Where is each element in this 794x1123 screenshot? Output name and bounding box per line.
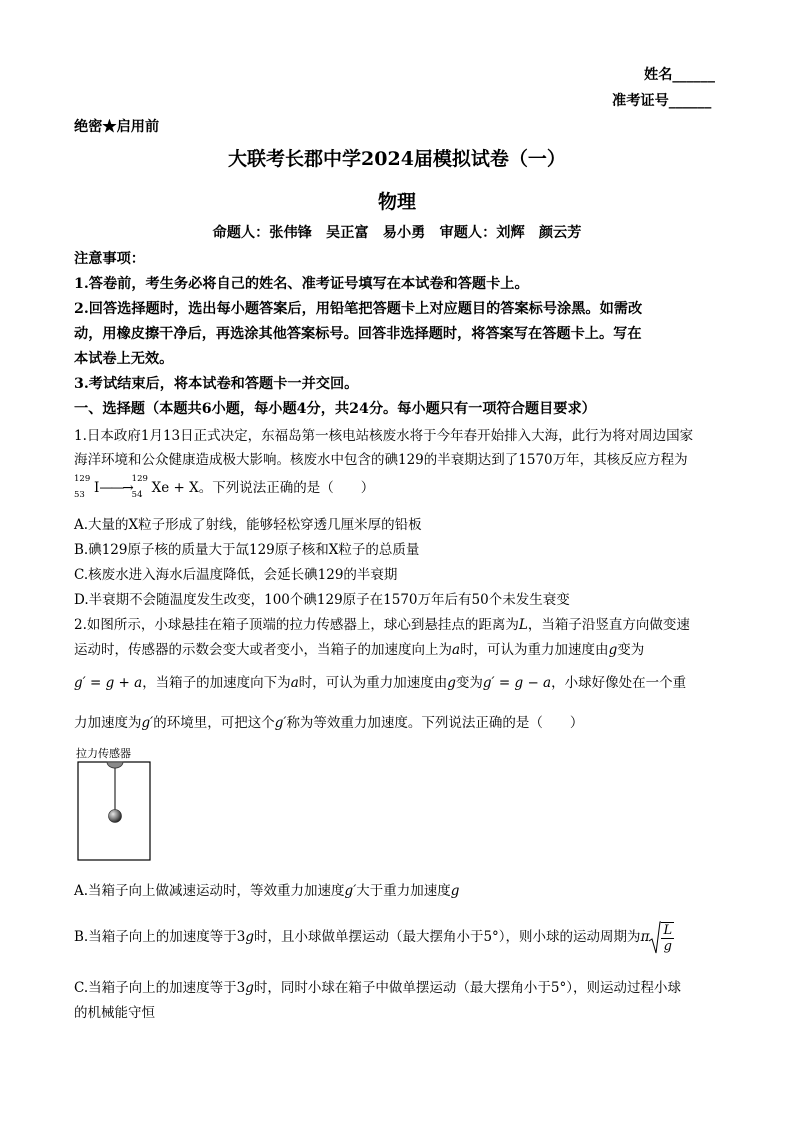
- q2-l2-var-g: g: [608, 642, 618, 658]
- q2-option-a: [74, 879, 459, 899]
- q2-b-pi: π: [640, 929, 650, 945]
- q2-l2-text: 运动时，传感器的示数会变大或者变小，当箱子的加速度向上为: [74, 642, 452, 658]
- exam-title: 大联考长郡中学2024届模拟试卷（一）: [228, 148, 566, 170]
- q2-a-text-b: 大于重力加速度: [356, 883, 451, 899]
- q2-equation-g-minus-a: g′ = g − a: [482, 675, 552, 691]
- q2-b-denominator: g: [663, 939, 672, 954]
- q2-l3-text-a: ，当箱子的加速度向下为: [142, 675, 291, 691]
- q2-c-var-g: g: [245, 980, 254, 996]
- iodine-nuclide: [74, 473, 94, 500]
- exam-id-field-label: 准考证号______: [612, 93, 712, 109]
- q2-l4-text-c: 称为等效重力加速度。下列说法正确的是（ ）: [286, 715, 584, 731]
- q2-equation-g-plus-a: g′ = g + a: [74, 675, 143, 691]
- note-item-2-line-1: 2.回答选择题时，选出每小题答案后，用铅笔把答题卡上对应题目的答案标号涂黑。如需改: [74, 301, 643, 317]
- xenon-mass-number: 129: [131, 473, 148, 484]
- q2-option-b: [74, 919, 674, 956]
- q2-b-var-g: g: [245, 929, 254, 945]
- iodine-symbol: I: [94, 480, 100, 496]
- box-pendulum-figure: [76, 760, 154, 863]
- notes-heading: 注意事项：: [74, 251, 145, 267]
- q2-b-text-b: 时，且小球做单摆运动（最大摆角小于5°），则小球的运动周期为: [253, 929, 641, 945]
- xenon-symbol: Xe: [151, 480, 170, 496]
- name-field-label: 姓名______: [644, 67, 715, 83]
- iodine-charge-number: 53: [74, 489, 85, 500]
- q2-b-sqrt: [649, 920, 674, 956]
- q2-b-fraction: [661, 922, 674, 954]
- authors-line: 命题人：张伟锋 吴正富 易小勇 审题人：刘辉 颜云芳: [212, 225, 582, 241]
- q2-option-c-line-2: 的机械能守恒: [74, 1005, 155, 1021]
- reaction-arrow: ——→: [99, 480, 132, 496]
- q2-l3-text-c: 变为: [455, 675, 483, 691]
- q2-b-text-a: B.当箱子向上的加速度等于3: [74, 929, 246, 945]
- q1-nuclear-equation: [74, 473, 375, 500]
- q2-l2-text-c: 变为: [617, 642, 645, 658]
- q2-l3-var-g: g: [447, 675, 456, 691]
- figure-sensor-label: 拉力传感器: [76, 747, 131, 760]
- q2-l3-text-d: ，小球好像处在一个重: [551, 675, 687, 691]
- q2-l4-var-g-prime-2: g′: [274, 715, 287, 731]
- q2-l4-text-b: 的环境里，可把这个: [153, 715, 275, 731]
- q2-l1-text: 2.如图所示，小球悬挂在箱子顶端的拉力传感器上，球心到悬挂点的距离为: [74, 617, 519, 633]
- confidential-mark: 绝密★启用前: [74, 119, 160, 135]
- q2-a-text-a: A.当箱子向上做减速运动时，等效重力加速度: [74, 883, 345, 899]
- q2-stem-line-4: [74, 711, 583, 731]
- xenon-nuclide: [131, 473, 152, 500]
- q2-l3-var-a: a: [290, 675, 299, 691]
- q2-l4-text-a: 力加速度为: [74, 715, 142, 731]
- q1-stem-line-1: 1.日本政府1月13日正式决定，东福岛第一核电站核废水将于今年春开始排入大海，此行为将对周边国家: [74, 428, 694, 444]
- q2-l2-text-b: 时，可认为重力加速度由: [460, 642, 609, 658]
- x-particle: + X: [169, 480, 199, 496]
- q2-c-text-a: C.当箱子向上的加速度等于3: [74, 980, 246, 996]
- q2-b-numerator: L: [663, 923, 673, 938]
- note-item-2-line-3: 本试卷上无效。: [74, 351, 174, 367]
- q2-a-var-g-prime: g′: [344, 883, 357, 899]
- q2-stem-line-2: [74, 638, 644, 658]
- q2-l1-var-L: L: [518, 617, 528, 633]
- q2-stem-line-3: [74, 671, 686, 691]
- q2-a-var-g: g: [450, 883, 460, 899]
- q2-stem-line-1: [74, 613, 690, 633]
- q1-option-c: C.核废水进入海水后温度降低，会延长碘129的半衰期: [74, 567, 398, 583]
- q1-option-b: B.碘129原子核的质量大于氙129原子核和X粒子的总质量: [74, 542, 420, 558]
- section-heading-choice: 一、选择题（本题共6小题，每小题4分，共24分。每小题只有一项符合题目要求）: [74, 401, 596, 417]
- q2-l2-var-a: a: [452, 642, 461, 658]
- q1-option-d: D.半衰期不会随温度发生改变，100个碘129原子在1570万年后有50个未发生衰变: [74, 592, 570, 608]
- q2-option-c-line-1: [74, 976, 681, 996]
- q2-c-text-b: 时，同时小球在箱子中做单摆运动（最大摆角小于5°），则运动过程小球: [253, 980, 681, 996]
- q2-l1-text-b: ，当箱子沿竖直方向做变速: [527, 617, 690, 633]
- subject-title: 物理: [377, 191, 416, 213]
- note-item-2-line-2: 动，用橡皮擦干净后，再选涂其他答案标号。回答非选择题时，将答案写在答题卡上。写在: [74, 326, 642, 342]
- radical-sign-icon: [649, 921, 661, 955]
- q1-stem-tail: 。下列说法正确的是（ ）: [198, 480, 375, 496]
- note-item-1: 1.答卷前，考生务必将自己的姓名、准考证号填写在本试卷和答题卡上。: [74, 276, 529, 292]
- ball-icon: [109, 810, 122, 823]
- note-item-3: 3.考试结束后，将本试卷和答题卡一并交回。: [74, 376, 359, 392]
- xenon-charge-number: 54: [131, 489, 143, 500]
- q1-stem-line-2: 海洋环境和公众健康造成极大影响。核废水中包含的碘129的半衰期达到了1570万年，其核反应方程为: [74, 452, 688, 468]
- q1-option-a: A.大量的X粒子形成了射线，能够轻松穿透几厘米厚的铅板: [74, 517, 422, 533]
- q2-l4-var-g-prime: g′: [141, 715, 154, 731]
- q2-l3-text-b: 时，可认为重力加速度由: [298, 675, 448, 691]
- iodine-mass-number: 129: [74, 473, 91, 484]
